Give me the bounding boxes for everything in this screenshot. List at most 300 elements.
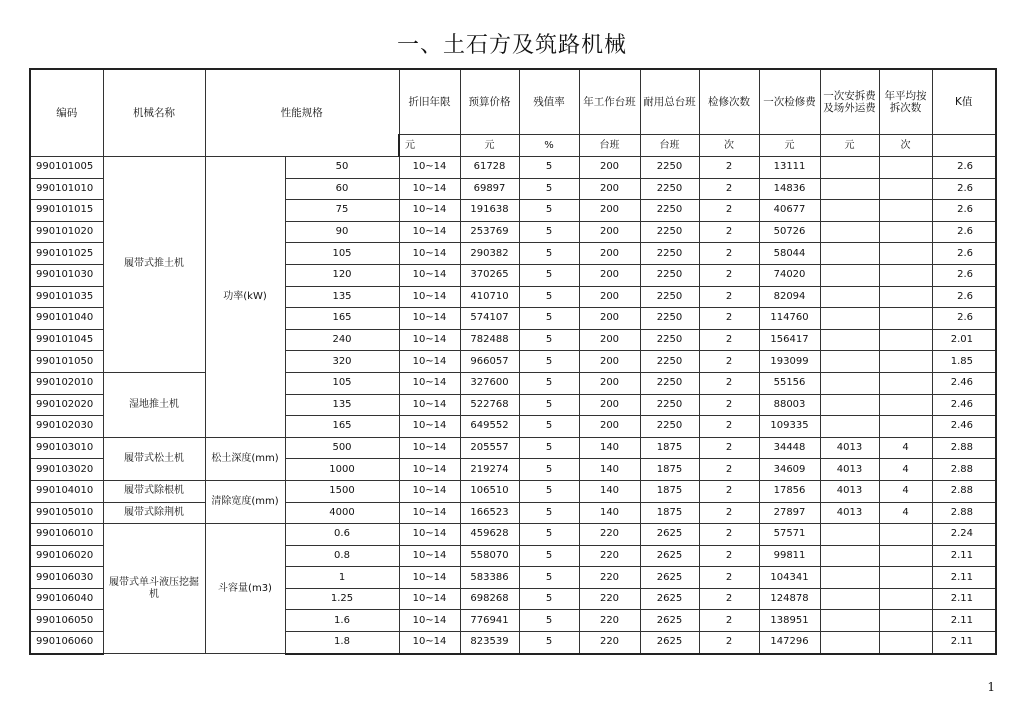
header-col: 一次安拆费及场外运费: [820, 69, 879, 135]
value-cell: 4: [879, 437, 932, 459]
value-cell: 219274: [460, 459, 519, 481]
value-cell: 782488: [460, 329, 519, 351]
value-cell: 200: [579, 221, 640, 243]
value-cell: 200: [579, 416, 640, 438]
value-cell: 4: [879, 480, 932, 502]
value-cell: [879, 286, 932, 308]
value-cell: 10~14: [399, 480, 460, 502]
machine-name-cell: 履带式除荆机: [103, 502, 205, 524]
value-cell: 4013: [820, 437, 879, 459]
spec-value-cell: 135: [285, 286, 399, 308]
code-cell: 990106060: [30, 632, 103, 654]
value-cell: 2250: [640, 372, 699, 394]
spec-value-cell: 0.8: [285, 545, 399, 567]
value-cell: [820, 588, 879, 610]
value-cell: 2: [699, 588, 759, 610]
value-cell: 5: [519, 394, 579, 416]
code-cell: 990102010: [30, 372, 103, 394]
value-cell: 1875: [640, 502, 699, 524]
code-cell: 990101040: [30, 308, 103, 330]
value-cell: 2: [699, 329, 759, 351]
value-cell: 166523: [460, 502, 519, 524]
value-cell: [820, 610, 879, 632]
value-cell: 2: [699, 502, 759, 524]
value-cell: 5: [519, 329, 579, 351]
value-cell: 5: [519, 545, 579, 567]
value-cell: 205557: [460, 437, 519, 459]
value-cell: 74020: [759, 264, 820, 286]
value-cell: 220: [579, 545, 640, 567]
header-col: 一次检修费: [759, 69, 820, 135]
value-cell: [879, 308, 932, 330]
value-cell: 2.6: [932, 243, 996, 265]
value-cell: 2.46: [932, 416, 996, 438]
value-cell: 5: [519, 200, 579, 222]
spec-value-cell: 50: [285, 157, 399, 179]
value-cell: 2250: [640, 308, 699, 330]
value-cell: 10~14: [399, 243, 460, 265]
value-cell: 2625: [640, 588, 699, 610]
value-cell: 2250: [640, 329, 699, 351]
unit-cell: 元: [820, 135, 879, 157]
code-cell: 990101045: [30, 329, 103, 351]
value-cell: 140: [579, 459, 640, 481]
value-cell: 2.88: [932, 480, 996, 502]
header-col: 年平均按拆次数: [879, 69, 932, 135]
code-cell: 990103010: [30, 437, 103, 459]
value-cell: 200: [579, 157, 640, 179]
machine-name-cell: 履带式松土机: [103, 437, 205, 480]
spec-value-cell: 1.8: [285, 632, 399, 654]
value-cell: 10~14: [399, 264, 460, 286]
table-row: [30, 502, 996, 524]
value-cell: 2: [699, 372, 759, 394]
value-cell: 140: [579, 480, 640, 502]
value-cell: [879, 221, 932, 243]
code-cell: 990106030: [30, 567, 103, 589]
header-spec: 性能规格: [205, 69, 399, 157]
table-row: [30, 372, 996, 394]
value-cell: 200: [579, 329, 640, 351]
value-cell: 55156: [759, 372, 820, 394]
table-row: [30, 157, 996, 179]
value-cell: 2: [699, 221, 759, 243]
value-cell: 5: [519, 157, 579, 179]
value-cell: 2.88: [932, 459, 996, 481]
value-cell: 5: [519, 221, 579, 243]
value-cell: [820, 200, 879, 222]
value-cell: 2: [699, 610, 759, 632]
value-cell: 2: [699, 459, 759, 481]
spec-value-cell: 120: [285, 264, 399, 286]
value-cell: 5: [519, 416, 579, 438]
value-cell: 106510: [460, 480, 519, 502]
spec-value-cell: 135: [285, 394, 399, 416]
value-cell: 776941: [460, 610, 519, 632]
value-cell: 10~14: [399, 351, 460, 373]
code-cell: 990102020: [30, 394, 103, 416]
value-cell: [879, 545, 932, 567]
value-cell: 57571: [759, 524, 820, 546]
value-cell: 2.11: [932, 588, 996, 610]
value-cell: [820, 264, 879, 286]
value-cell: 4: [879, 502, 932, 524]
header-row: [30, 69, 996, 135]
value-cell: [820, 372, 879, 394]
value-cell: 2.11: [932, 545, 996, 567]
code-cell: 990101050: [30, 351, 103, 373]
value-cell: 156417: [759, 329, 820, 351]
value-cell: 2.46: [932, 372, 996, 394]
value-cell: [820, 221, 879, 243]
spec-value-cell: 105: [285, 243, 399, 265]
value-cell: 193099: [759, 351, 820, 373]
value-cell: 2250: [640, 178, 699, 200]
code-cell: 990103020: [30, 459, 103, 481]
value-cell: 10~14: [399, 567, 460, 589]
value-cell: 14836: [759, 178, 820, 200]
value-cell: 5: [519, 351, 579, 373]
header-col: 残值率: [519, 69, 579, 135]
unit-cell: 元: [399, 135, 460, 157]
value-cell: 5: [519, 286, 579, 308]
value-cell: 2: [699, 416, 759, 438]
value-cell: 10~14: [399, 437, 460, 459]
code-cell: 990101030: [30, 264, 103, 286]
value-cell: 2: [699, 308, 759, 330]
spec-value-cell: 1000: [285, 459, 399, 481]
header-col: 耐用总台班: [640, 69, 699, 135]
value-cell: 10~14: [399, 178, 460, 200]
spec-label-cell: 功率(kW): [205, 157, 285, 438]
value-cell: [879, 588, 932, 610]
value-cell: 2250: [640, 394, 699, 416]
value-cell: 10~14: [399, 200, 460, 222]
value-cell: 370265: [460, 264, 519, 286]
value-cell: [820, 567, 879, 589]
value-cell: 2.24: [932, 524, 996, 546]
unit-cell: [932, 135, 996, 157]
table-row: [30, 437, 996, 459]
value-cell: 4013: [820, 502, 879, 524]
code-cell: 990106040: [30, 588, 103, 610]
unit-cell: 台班: [579, 135, 640, 157]
value-cell: 2: [699, 264, 759, 286]
value-cell: [879, 524, 932, 546]
value-cell: 82094: [759, 286, 820, 308]
page-number: 1: [987, 680, 995, 694]
value-cell: 200: [579, 264, 640, 286]
value-cell: 10~14: [399, 459, 460, 481]
spec-value-cell: 0.6: [285, 524, 399, 546]
code-cell: 990101010: [30, 178, 103, 200]
code-cell: 990105010: [30, 502, 103, 524]
value-cell: 5: [519, 308, 579, 330]
value-cell: 459628: [460, 524, 519, 546]
value-cell: 5: [519, 524, 579, 546]
table-row: [30, 480, 996, 502]
value-cell: 2: [699, 480, 759, 502]
value-cell: 61728: [460, 157, 519, 179]
spec-value-cell: 1: [285, 567, 399, 589]
header-col: 检修次数: [699, 69, 759, 135]
value-cell: 253769: [460, 221, 519, 243]
value-cell: 10~14: [399, 157, 460, 179]
value-cell: [879, 372, 932, 394]
value-cell: 200: [579, 286, 640, 308]
value-cell: 114760: [759, 308, 820, 330]
unit-cell: 元: [759, 135, 820, 157]
value-cell: 34448: [759, 437, 820, 459]
value-cell: 649552: [460, 416, 519, 438]
value-cell: 2.46: [932, 394, 996, 416]
value-cell: 200: [579, 372, 640, 394]
value-cell: 2250: [640, 157, 699, 179]
value-cell: 2625: [640, 545, 699, 567]
spec-label-cell: 松土深度(mm): [205, 437, 285, 480]
header-col: 折旧年限: [399, 69, 460, 135]
value-cell: 2: [699, 524, 759, 546]
value-cell: 823539: [460, 632, 519, 654]
value-cell: 220: [579, 610, 640, 632]
value-cell: 2.6: [932, 157, 996, 179]
spec-value-cell: 1500: [285, 480, 399, 502]
value-cell: 2.6: [932, 178, 996, 200]
value-cell: 1.85: [932, 351, 996, 373]
value-cell: 5: [519, 372, 579, 394]
value-cell: 4: [879, 459, 932, 481]
unit-cell: 元: [460, 135, 519, 157]
spec-value-cell: 75: [285, 200, 399, 222]
spec-value-cell: 90: [285, 221, 399, 243]
value-cell: 2250: [640, 221, 699, 243]
value-cell: 10~14: [399, 588, 460, 610]
value-cell: 410710: [460, 286, 519, 308]
value-cell: 5: [519, 264, 579, 286]
value-cell: 2250: [640, 243, 699, 265]
spec-value-cell: 500: [285, 437, 399, 459]
value-cell: 2: [699, 178, 759, 200]
value-cell: 2250: [640, 416, 699, 438]
value-cell: 5: [519, 632, 579, 654]
value-cell: 138951: [759, 610, 820, 632]
value-cell: 2: [699, 351, 759, 373]
value-cell: [820, 308, 879, 330]
value-cell: 2.11: [932, 632, 996, 654]
value-cell: 2625: [640, 567, 699, 589]
spec-value-cell: 60: [285, 178, 399, 200]
value-cell: 10~14: [399, 524, 460, 546]
value-cell: 2250: [640, 351, 699, 373]
value-cell: 698268: [460, 588, 519, 610]
value-cell: 10~14: [399, 416, 460, 438]
value-cell: 2625: [640, 632, 699, 654]
spec-value-cell: 105: [285, 372, 399, 394]
value-cell: 2: [699, 286, 759, 308]
value-cell: 1875: [640, 437, 699, 459]
value-cell: 2.6: [932, 264, 996, 286]
value-cell: 2: [699, 200, 759, 222]
value-cell: 58044: [759, 243, 820, 265]
value-cell: 10~14: [399, 610, 460, 632]
value-cell: 10~14: [399, 286, 460, 308]
spec-value-cell: 320: [285, 351, 399, 373]
value-cell: 2: [699, 394, 759, 416]
value-cell: 109335: [759, 416, 820, 438]
value-cell: 220: [579, 567, 640, 589]
code-cell: 990101015: [30, 200, 103, 222]
value-cell: [820, 157, 879, 179]
value-cell: [820, 243, 879, 265]
value-cell: 2.6: [932, 200, 996, 222]
machinery-table: [29, 68, 997, 655]
machine-name-cell: 履带式单斗液压挖掘机: [103, 524, 205, 654]
value-cell: 2625: [640, 610, 699, 632]
value-cell: 2.6: [932, 308, 996, 330]
value-cell: 2250: [640, 200, 699, 222]
value-cell: [879, 416, 932, 438]
value-cell: [879, 264, 932, 286]
value-cell: 2: [699, 567, 759, 589]
value-cell: 220: [579, 588, 640, 610]
value-cell: [879, 632, 932, 654]
spec-label-cell: 清除宽度(mm): [205, 480, 285, 523]
value-cell: 140: [579, 502, 640, 524]
value-cell: 5: [519, 243, 579, 265]
value-cell: 2.11: [932, 610, 996, 632]
value-cell: 2.88: [932, 502, 996, 524]
value-cell: [879, 243, 932, 265]
value-cell: 2.01: [932, 329, 996, 351]
value-cell: 966057: [460, 351, 519, 373]
value-cell: 2: [699, 632, 759, 654]
value-cell: 1875: [640, 459, 699, 481]
value-cell: 220: [579, 524, 640, 546]
value-cell: 4013: [820, 480, 879, 502]
value-cell: 583386: [460, 567, 519, 589]
value-cell: [879, 567, 932, 589]
value-cell: 5: [519, 480, 579, 502]
value-cell: [820, 394, 879, 416]
value-cell: 2: [699, 437, 759, 459]
value-cell: 10~14: [399, 632, 460, 654]
value-cell: 88003: [759, 394, 820, 416]
code-cell: 990104010: [30, 480, 103, 502]
value-cell: 2625: [640, 524, 699, 546]
value-cell: 10~14: [399, 502, 460, 524]
value-cell: 558070: [460, 545, 519, 567]
value-cell: 2.6: [932, 221, 996, 243]
value-cell: 290382: [460, 243, 519, 265]
machine-name-cell: 履带式推土机: [103, 157, 205, 373]
spec-value-cell: 165: [285, 416, 399, 438]
spec-value-cell: 1.6: [285, 610, 399, 632]
value-cell: 200: [579, 200, 640, 222]
value-cell: [820, 524, 879, 546]
code-cell: 990101025: [30, 243, 103, 265]
value-cell: [879, 351, 932, 373]
unit-cell: 次: [699, 135, 759, 157]
value-cell: 2250: [640, 286, 699, 308]
unit-cell: %: [519, 135, 579, 157]
value-cell: 104341: [759, 567, 820, 589]
unit-cell: 次: [879, 135, 932, 157]
code-cell: 990101035: [30, 286, 103, 308]
table-body: [30, 69, 996, 654]
value-cell: 10~14: [399, 308, 460, 330]
code-cell: 990101020: [30, 221, 103, 243]
value-cell: 140: [579, 437, 640, 459]
value-cell: [879, 157, 932, 179]
header-col: 年工作台班: [579, 69, 640, 135]
value-cell: [820, 545, 879, 567]
value-cell: [879, 329, 932, 351]
value-cell: 34609: [759, 459, 820, 481]
code-cell: 990106010: [30, 524, 103, 546]
spec-value-cell: 4000: [285, 502, 399, 524]
value-cell: 5: [519, 567, 579, 589]
value-cell: 2250: [640, 264, 699, 286]
value-cell: 5: [519, 610, 579, 632]
value-cell: 5: [519, 437, 579, 459]
value-cell: [820, 632, 879, 654]
value-cell: 50726: [759, 221, 820, 243]
value-cell: 124878: [759, 588, 820, 610]
spec-label-cell: 斗容量(m3): [205, 524, 285, 654]
header-col: K值: [932, 69, 996, 135]
value-cell: 200: [579, 394, 640, 416]
value-cell: 10~14: [399, 545, 460, 567]
header-name: 机械名称: [103, 69, 205, 157]
value-cell: 5: [519, 459, 579, 481]
page-title: 一、土石方及筑路机械: [396, 33, 627, 58]
value-cell: [879, 178, 932, 200]
value-cell: 200: [579, 308, 640, 330]
value-cell: 2.11: [932, 567, 996, 589]
value-cell: 2: [699, 545, 759, 567]
spec-value-cell: 240: [285, 329, 399, 351]
value-cell: 2.6: [932, 286, 996, 308]
value-cell: 10~14: [399, 329, 460, 351]
value-cell: 5: [519, 178, 579, 200]
value-cell: 2: [699, 243, 759, 265]
value-cell: 200: [579, 243, 640, 265]
code-cell: 990102030: [30, 416, 103, 438]
value-cell: 147296: [759, 632, 820, 654]
value-cell: 5: [519, 502, 579, 524]
machine-name-cell: 履带式除根机: [103, 480, 205, 502]
value-cell: 2: [699, 157, 759, 179]
value-cell: 69897: [460, 178, 519, 200]
value-cell: 10~14: [399, 372, 460, 394]
value-cell: 1875: [640, 480, 699, 502]
code-cell: 990101005: [30, 157, 103, 179]
value-cell: [820, 178, 879, 200]
table-row: [30, 524, 996, 546]
value-cell: [820, 286, 879, 308]
value-cell: [879, 610, 932, 632]
value-cell: 13111: [759, 157, 820, 179]
value-cell: 17856: [759, 480, 820, 502]
value-cell: 40677: [759, 200, 820, 222]
machine-name-cell: 湿地推土机: [103, 372, 205, 437]
value-cell: [820, 329, 879, 351]
value-cell: [820, 351, 879, 373]
value-cell: 200: [579, 351, 640, 373]
value-cell: 220: [579, 632, 640, 654]
code-cell: 990106020: [30, 545, 103, 567]
value-cell: 574107: [460, 308, 519, 330]
